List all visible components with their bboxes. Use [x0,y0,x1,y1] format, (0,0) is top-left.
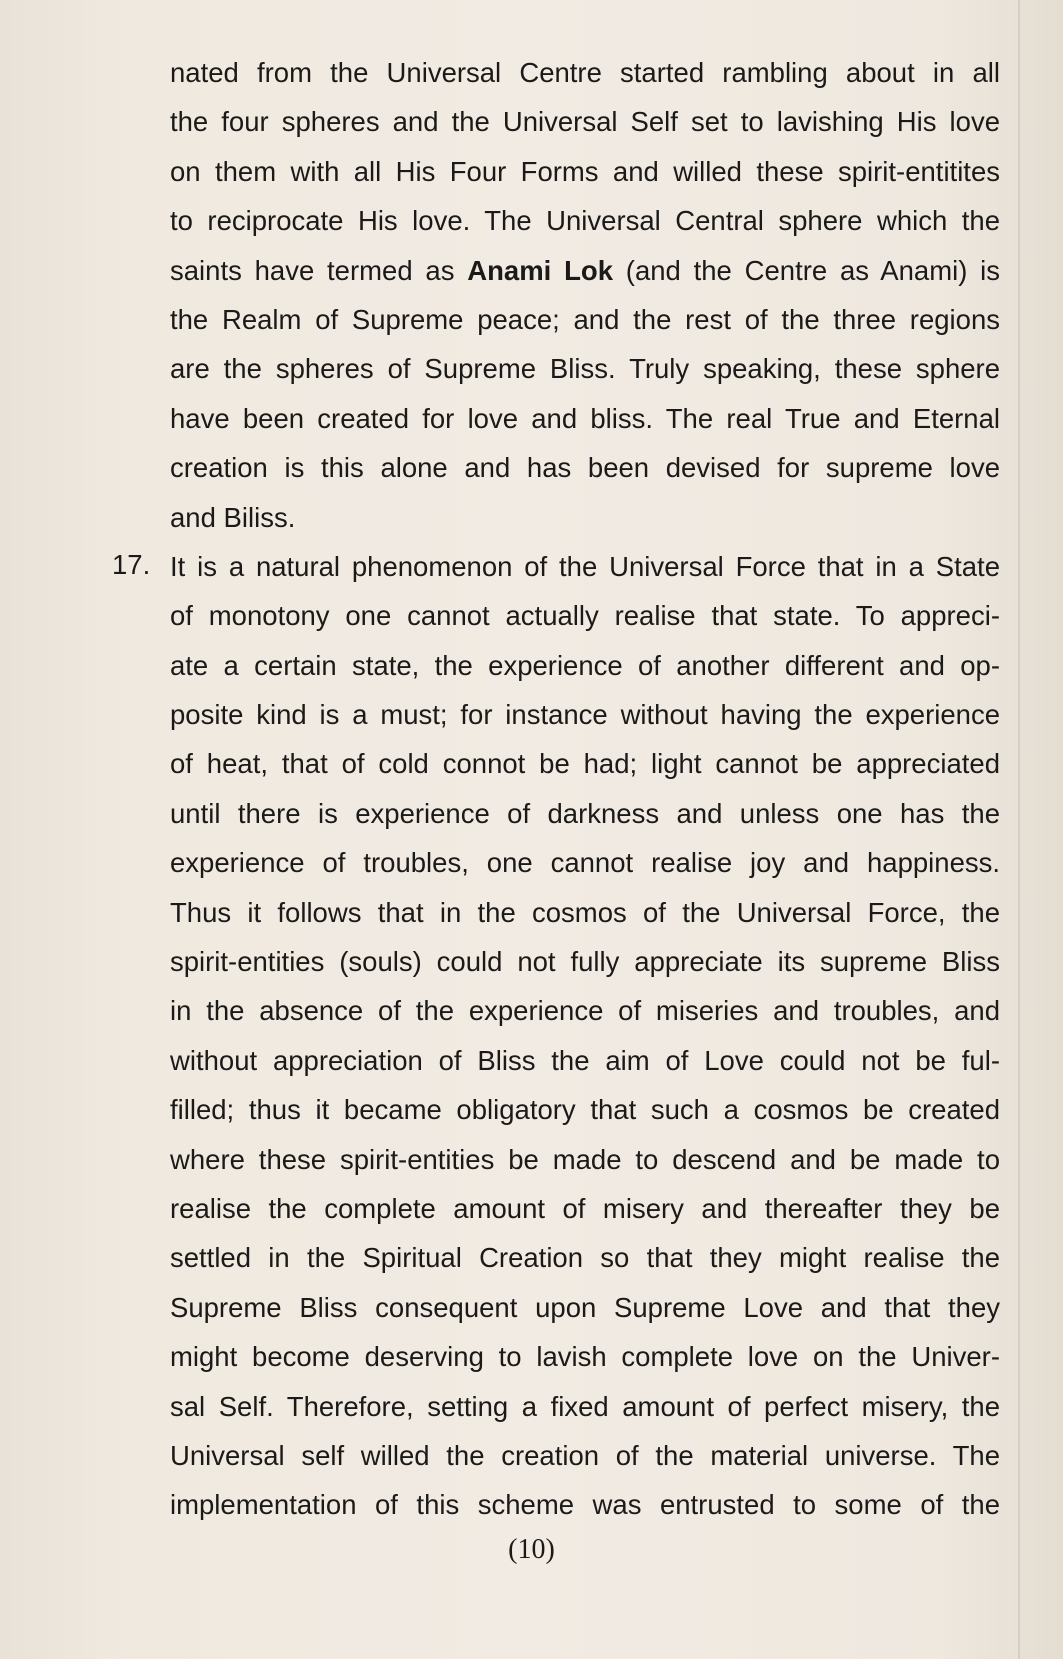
body-text [170,48,1000,1530]
text-line: without appreciation of Bliss the aim of Love could not be ful- [170,1044,1000,1076]
text-line: and Biliss. [170,501,296,533]
text-line: Universal self willed the creation of the material universe. The [170,1439,1000,1471]
text-line: Supreme Bliss consequent upon Supreme Love and that they [170,1291,1000,1323]
page-number: (10) [508,1534,555,1565]
text-line: are the spheres of Supreme Bliss. Truly speaking, these sphere [170,353,1000,385]
text-line: where these spirit-entities be made to descend and be made to [170,1143,1000,1175]
item-number: 17. [112,549,151,580]
text-line: of monotony one cannot actually realise that state. To appreci- [170,600,1000,632]
text-line: implementation of this scheme was entrusted to some of the [170,1489,1000,1521]
text-line: have been created for love and bliss. The real True and Eternal [170,402,1000,434]
text-line: nated from the Universal Centre started rambling about in all [170,57,1000,88]
page-edge-shadow [1018,0,1020,1659]
text-line: realise the complete amount of misery and thereafter they be [170,1192,1000,1224]
text-line: ate a certain state, the experience of another different and op- [170,649,1000,681]
text-line: until there is experience of darkness and unless one has the [170,797,1000,829]
text-segment: (and the Centre as Anami) is [625,254,1001,286]
bold-term: Anami Lok [467,254,613,286]
text-line: sal Self. Therefore, setting a fixed amount of perfect misery, the [170,1390,1000,1422]
text-line: to reciprocate His love. The Universal Central sphere which the [170,205,1000,237]
text-line: in the absence of the experience of miseries and troubles, and [170,995,1000,1027]
text-segment: saints have termed as [170,254,455,286]
text-line: experience of troubles, one cannot realise joy and happiness. [170,847,1000,879]
text-line [170,246,1000,295]
text-line: on them with all His Four Forms and willed these spirit-entitites [170,155,1000,187]
text-line: of heat, that of cold connot be had; light cannot be appreciated [170,748,1000,780]
text-line: might become deserving to lavish complete love on the Univer- [170,1341,1000,1373]
text-line: settled in the Spiritual Creation so that they might realise the [170,1242,1000,1274]
text-line: the four spheres and the Universal Self set to lavishing His love [170,106,1000,138]
text-line: posite kind is a must; for instance without having the experience [170,699,1000,731]
text-line: Thus it follows that in the cosmos of the Universal Force, the [170,896,1000,928]
text-line: It is a natural phenomenon of the Universal Force that in a State [170,550,1000,582]
text-line: filled; thus it became obligatory that such a cosmos be created [170,1094,1000,1126]
text-line: creation is this alone and has been devised for supreme love [170,452,1000,484]
text-line: the Realm of Supreme peace; and the rest of the three regions [170,303,1000,335]
text-line: spirit-entities (souls) could not fully appreciate its supreme Bliss [170,946,1000,978]
